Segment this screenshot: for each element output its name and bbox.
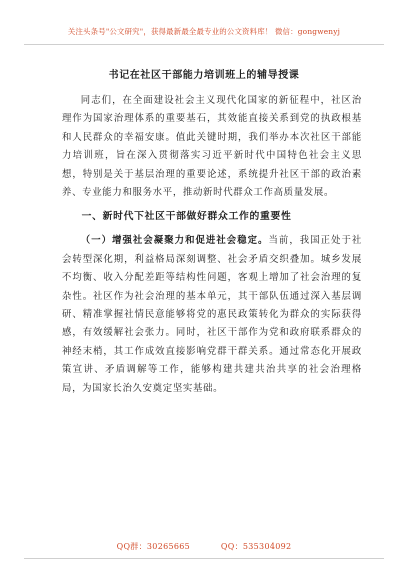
document-body — [62, 92, 362, 398]
footer-divider — [24, 558, 384, 559]
subsection-paragraph — [62, 232, 362, 398]
footer-qq-group: QQ群：30265665 — [116, 542, 191, 551]
document-title: 书记在社区干部能力培训班上的辅导授课 — [108, 70, 300, 81]
subsection-body: 当前，我国正处于社会转型深化期，利益格局深刻调整、社会矛盾交织叠加。城乡发展不均衡、收入分配差距等结构性问题，客观上增加了社会治理的复杂性。社区作为社会治理的基本单元，其干部队伍通过深入基层调研、精准掌握社情民意能够将党的惠民政策转化为群众的实际获得感，有效缓解社会张力。同时，社区干部作为党和政府联系群众的神经末梢，其工作成效直接影响党群干群关系。通过常态化开展政策宣讲、矛盾调解等工作，能够构建共建共治共享的社会治理格局，为国家长治久安奠定坚实基础。 — [62, 235, 362, 394]
footer-qq: QQ：535304092 — [220, 542, 292, 551]
promo-banner: 关注头条号"公文研究"，获得最新最全最专业的公文资料库！ 微信：gongwenyj — [67, 27, 341, 36]
section-heading: 一、新时代下社区干部做好群众工作的重要性 — [81, 211, 292, 223]
header-divider — [24, 44, 384, 45]
footer-contact — [0, 541, 408, 552]
subsection-heading: （一）增强社会凝聚力和促进社会稳定。 — [80, 235, 269, 247]
intro-paragraph: 同志们，在全面建设社会主义现代化国家的新征程中，社区治理作为国家治理体系的重要基石，其效能直接关系到党的执政根基和人民群众的幸福安康。值此关键时期，我们举办本次社区干部能力培训班，旨在深入贯彻落实习近平新时代中国特色社会主义思想，特别是关于基层治理的重要论述，系统提升社区干部的政治素养、专业能力和服务水平，推动新时代群众工作高质量发展。 — [62, 95, 362, 199]
